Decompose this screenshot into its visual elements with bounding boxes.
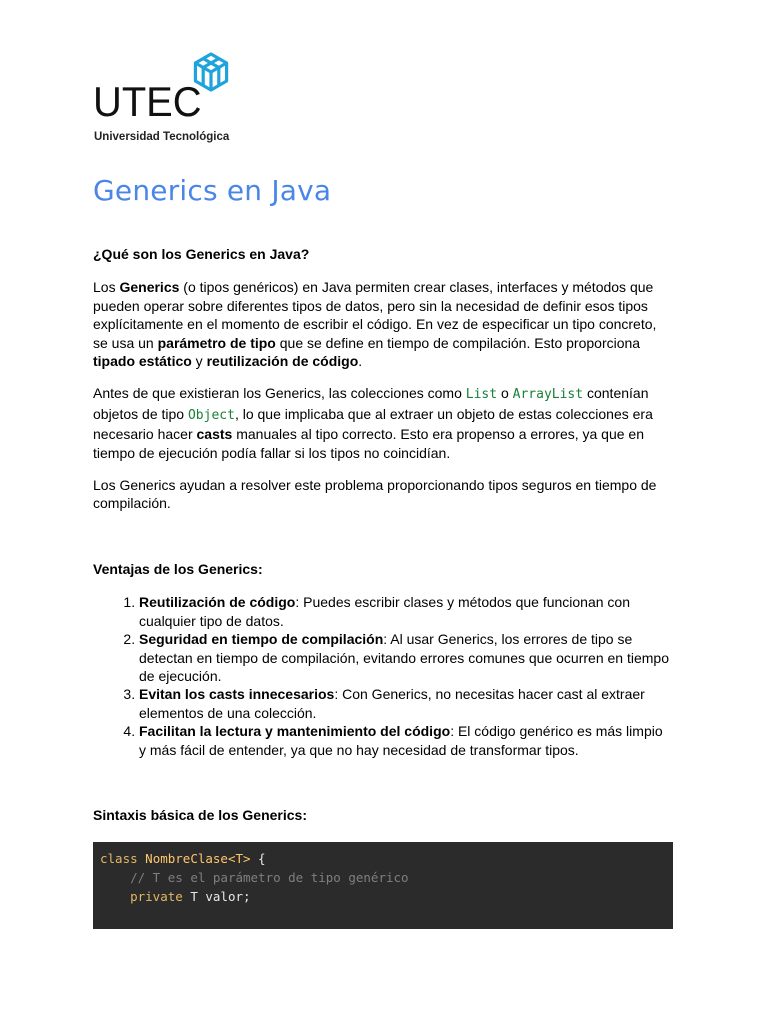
text-run: y bbox=[191, 353, 207, 370]
text-run: que se define en tiempo de compilación. Esto proporciona bbox=[275, 334, 641, 351]
inline-code: List bbox=[465, 387, 498, 403]
bold-run: Generics bbox=[119, 279, 180, 296]
code-class-name: NombreClase<T> bbox=[145, 851, 251, 866]
bold-run: reutilización de código bbox=[206, 353, 359, 370]
item-text: : Con Generics, no necesitas hacer cast al extraer elementos de una colección. bbox=[139, 686, 645, 721]
item-title: Facilitan la lectura y mantenimiento del código bbox=[139, 723, 451, 740]
item-title: Reutilización de código bbox=[139, 594, 296, 611]
bold-run: casts bbox=[196, 426, 233, 443]
item-text: : Puedes escribir clases y métodos que funcionan con cualquier tipo de datos. bbox=[139, 594, 630, 629]
bold-run: tipado estático bbox=[93, 353, 192, 370]
intro-paragraph-3: Los Generics ayudan a resolver este problema proporcionando tipos seguros en tiempo de compilación. bbox=[93, 477, 657, 512]
advantages-list bbox=[93, 593, 673, 759]
code-comment: // T es el parámetro de tipo genérico bbox=[130, 870, 409, 885]
text-run: Antes de que existieran los Generics, las colecciones como bbox=[93, 385, 466, 402]
text-run: manuales al tipo correcto. Esto era propenso a errores, ya que en tiempo de ejecución podía fallar si los tipos no coincidían. bbox=[93, 426, 645, 461]
item-text: : Al usar Generics, los errores de tipo se detectan en tiempo de compilación, evitando errores comunes que ocurren en tiempo de ejecución. bbox=[139, 631, 669, 684]
item-title: Evitan los casts innecesarios bbox=[139, 686, 335, 703]
text-run: , lo que implicaba que al extraer un objeto de estas colecciones era necesario hacer bbox=[93, 405, 653, 443]
list-item bbox=[139, 630, 673, 685]
text-run: (o tipos genéricos) en Java permiten crear clases, interfaces y métodos que pueden operar sobre diferentes tipos de datos, pero sin la necesidad de definir esos tipos explícitamente en el momento de escribir el código. En vez de especificar un tipo concreto, se usa un bbox=[93, 279, 657, 351]
document-body bbox=[93, 245, 673, 824]
intro-heading: ¿Qué son los Generics en Java? bbox=[93, 246, 310, 262]
code-text: T valor; bbox=[182, 889, 251, 904]
syntax-heading: Sintaxis básica de los Generics: bbox=[93, 806, 307, 823]
utec-logo bbox=[93, 50, 243, 150]
code-block bbox=[93, 842, 673, 929]
bold-run: parámetro de tipo bbox=[157, 334, 276, 351]
code-keyword: private bbox=[130, 889, 183, 904]
code-keyword: class bbox=[100, 851, 138, 866]
item-text: : El código genérico es más limpio y más fácil de entender, ya que no hay necesidad de transformar tipos. bbox=[139, 723, 663, 758]
text-run: Los bbox=[93, 279, 120, 296]
text-run: o bbox=[497, 385, 513, 402]
list-item bbox=[139, 593, 673, 630]
inline-code: Object bbox=[187, 407, 235, 423]
item-title: Seguridad en tiempo de compilación bbox=[139, 631, 384, 648]
text-run: contenían objetos de tipo bbox=[93, 385, 649, 422]
code-text: { bbox=[250, 851, 266, 866]
intro-paragraph-1 bbox=[93, 278, 673, 370]
list-item bbox=[139, 722, 673, 759]
inline-code: ArrayList bbox=[512, 387, 584, 403]
advantages-heading: Ventajas de los Generics: bbox=[93, 560, 263, 577]
list-item bbox=[139, 685, 673, 722]
document-title: Generics en Java bbox=[93, 174, 332, 207]
intro-paragraph-2 bbox=[93, 384, 673, 462]
logo-wordmark: UTEC bbox=[93, 78, 202, 125]
logo-subtitle: Universidad Tecnológica bbox=[94, 131, 230, 143]
text-run: . bbox=[358, 353, 363, 370]
